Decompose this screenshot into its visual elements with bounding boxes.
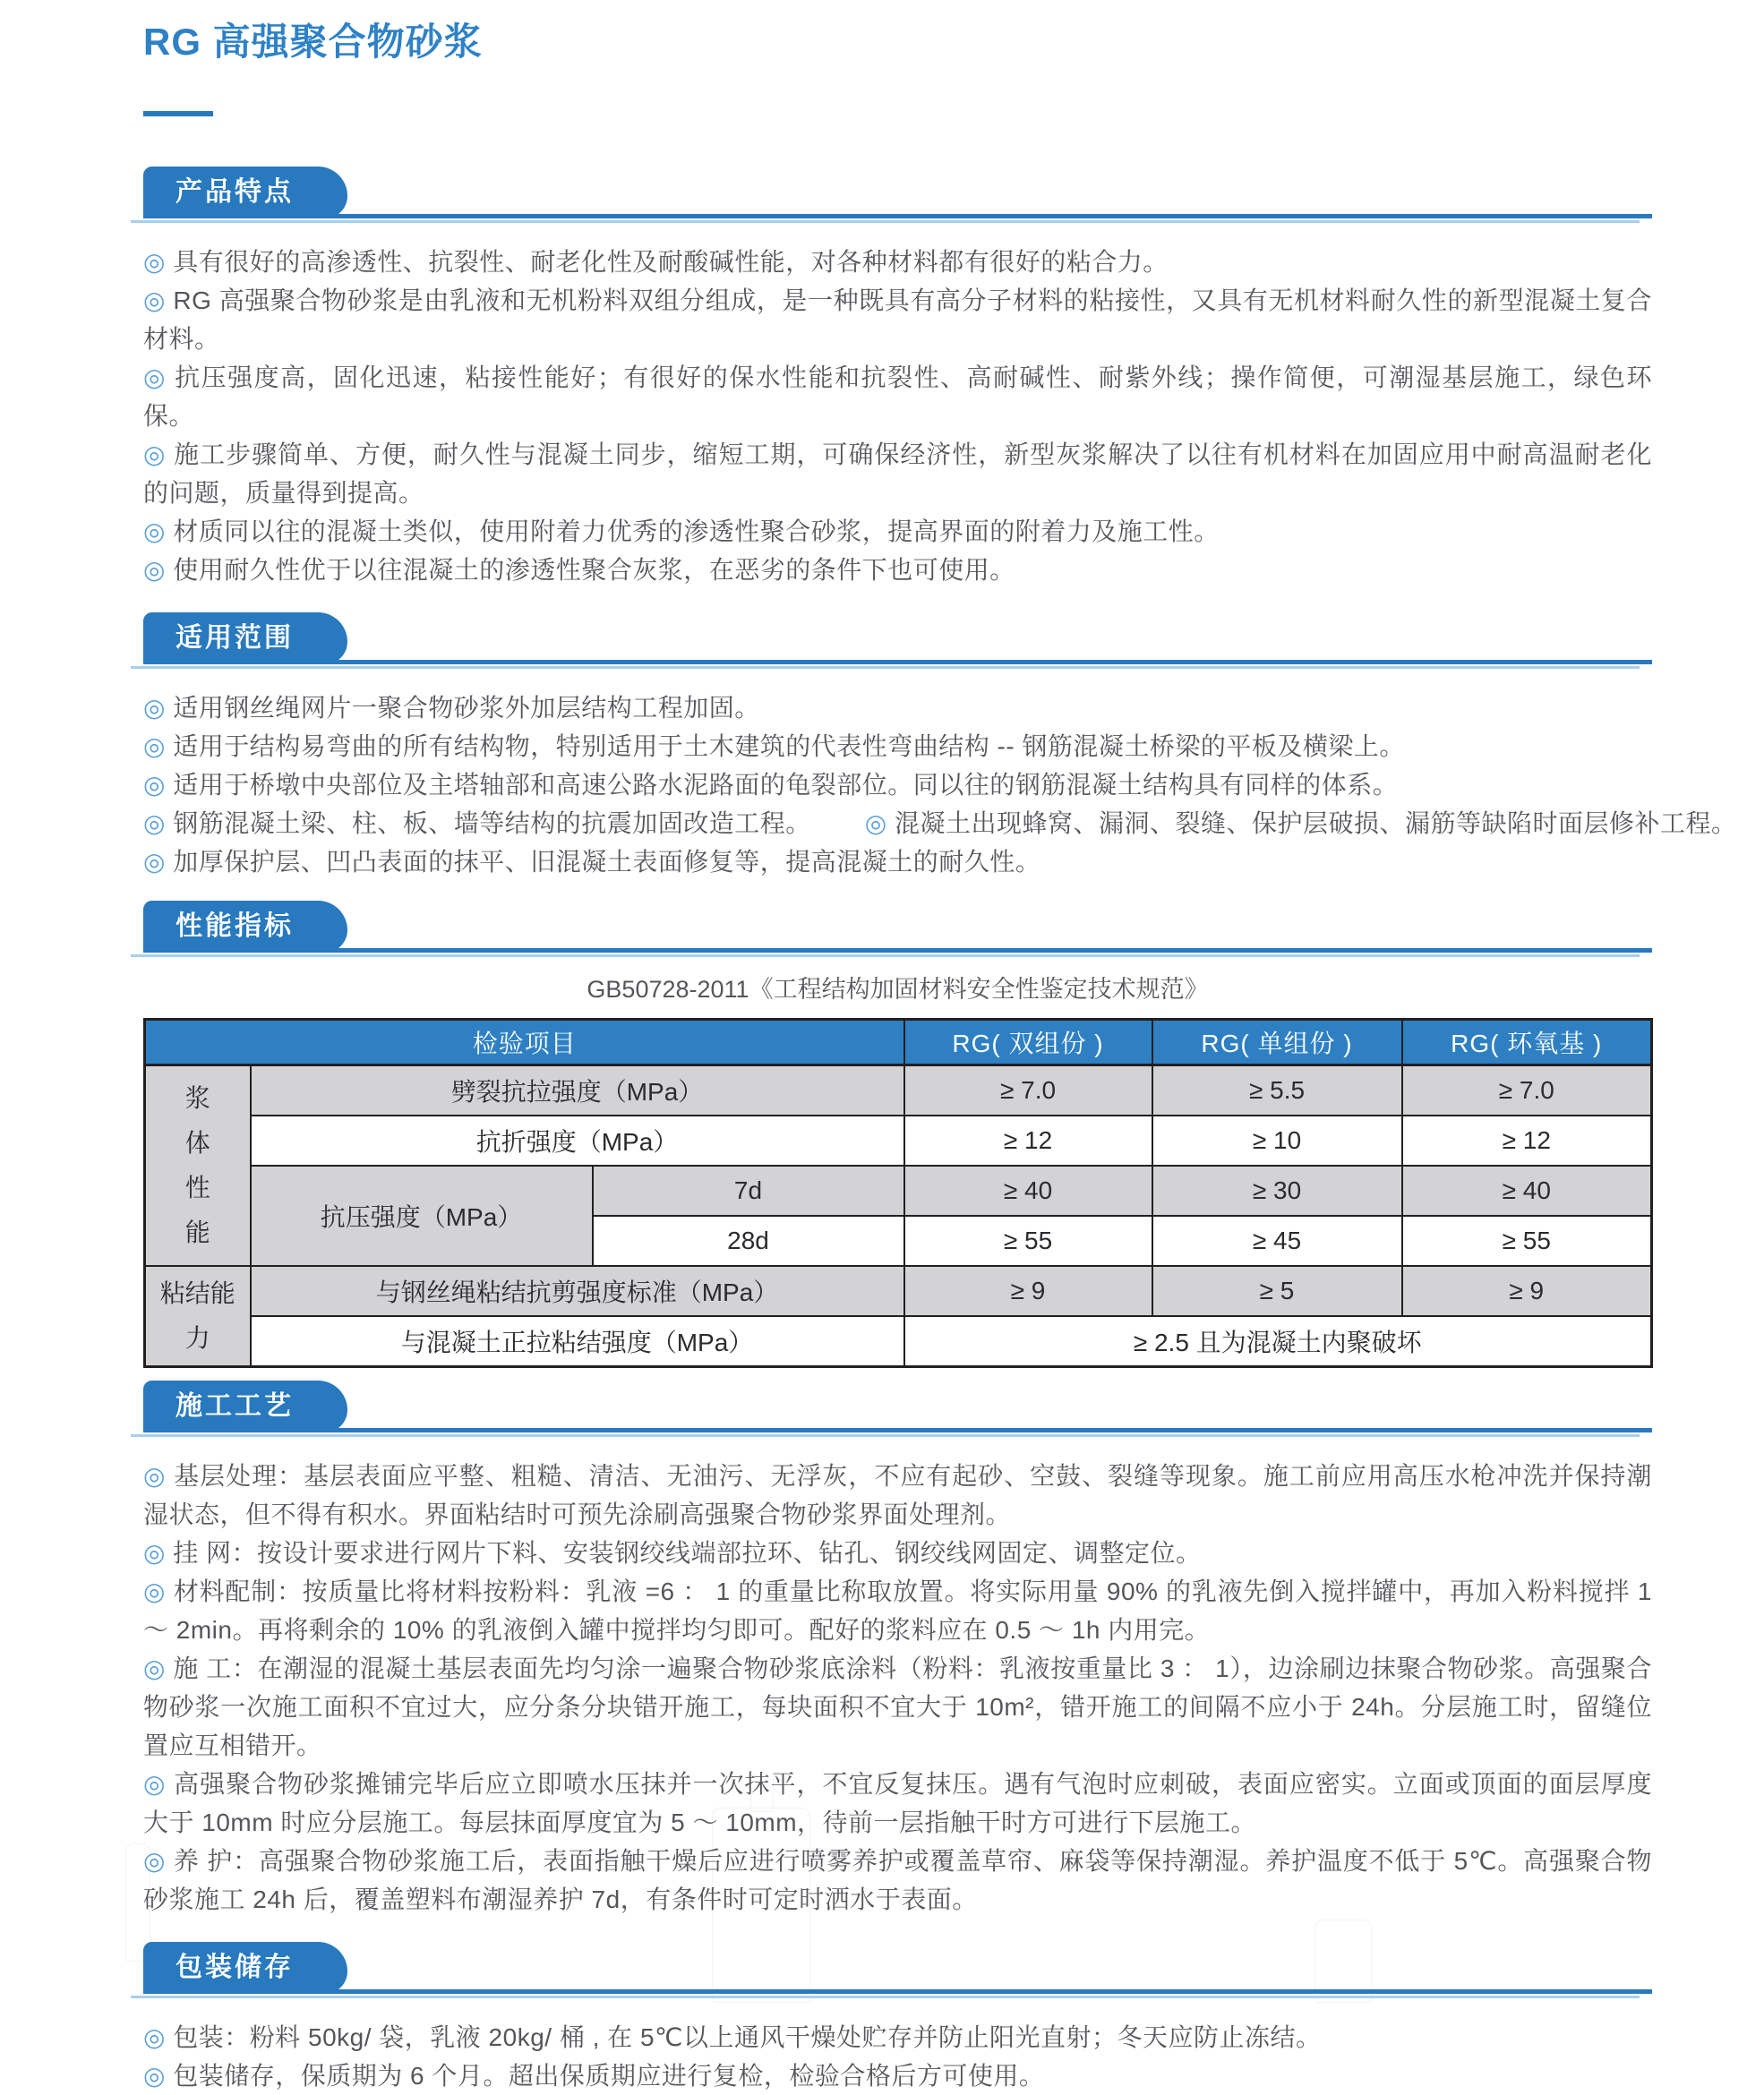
bullet-text: 加厚保护层、凹凸表面的抹平、旧混凝土表面修复等，提高混凝土的耐久性。 [165,848,1041,876]
bullet-text: 包装储存，保质期为 6 个月。超出保质期应进行复检，检验合格后方可使用。 [165,2062,1045,2090]
bullet-text: 材料配制：按质量比将材料按粉料：乳液 =6 ： 1 的重量比称取放置。将实际用量 90% 的乳液先倒入搅拌罐中，再加入粉料搅拌 1 ～ 2min。再将剩余的 10% 的乳液倒入罐中搅拌均匀即可。配好的浆料应在 0.5 ～ 1h 内用完。 [143,1578,1652,1644]
bullet-item [143,281,1652,358]
bullet-icon: ◎ [143,440,167,468]
bullet-item [143,1649,1652,1765]
table-item-cell: 28d [593,1216,904,1266]
table-header-cell: RG( 环氧基 ) [1402,1020,1652,1065]
bullet-text: 挂 网：按设计要求进行网片下料、安装钢绞线端部拉环、钻孔、钢绞线网固定、调整定位。 [165,1539,1202,1567]
bullet-text: 混凝土出现蜂窝、漏洞、裂缝、保护层破损、漏筋等缺陷时面层修补工程。 [886,809,1737,837]
table-row [145,1266,1652,1316]
bullet-item [143,804,811,842]
section-header [143,167,1652,223]
section-heading-badge: 施工工艺 [143,1381,347,1432]
bullet-icon: ◎ [143,1770,167,1798]
bullet-item [143,1572,1652,1649]
bullet-item [143,727,1652,765]
table-item-cell: 与混凝土正拉粘结强度（MPa） [251,1316,904,1367]
scope-list-pair [143,804,1737,842]
bullet-icon: ◎ [143,809,166,837]
bullet-item [143,512,1652,551]
title-underline [143,111,213,116]
table-item-cell: 劈裂抗拉强度（MPa） [251,1065,904,1116]
section-rule [143,660,1652,664]
scope-list-top [143,688,1652,804]
section-rule [143,948,1652,953]
bullet-text: 包装：粉料 50kg/ 袋，乳液 20kg/ 桶 , 在 5℃以上通风干燥处贮存并防止阳光直射；冬天应防止冻结。 [165,2023,1322,2051]
table-group-label: 浆 体 性 能 [145,1065,251,1267]
section-process [143,1381,1652,1919]
table-row [145,1316,1652,1367]
scope-list [143,688,1737,881]
bullet-item [865,804,1737,842]
table-value-cell: ≥ 9 [904,1266,1152,1316]
table-value-cell: ≥ 30 [1152,1166,1402,1216]
section-performance [143,901,1652,1368]
section-rule [143,1989,1652,1994]
table-header-cell: 检验项目 [145,1020,904,1065]
bullet-icon: ◎ [143,556,166,584]
table-caption: GB50728-2011《工程结构加固材料安全性鉴定技术规范》 [587,976,1209,1003]
table-value-cell: ≥ 55 [904,1216,1152,1266]
section-header [143,612,1652,669]
bullet-icon: ◎ [143,286,167,314]
bullet-text: 抗压强度高，固化迅速，粘接性能好；有很好的保水性能和抗裂性、高耐碱性、耐紫外线；操作简便，可潮湿基层施工，绿色环保。 [143,363,1652,430]
table-value-cell: ≥ 7.0 [1402,1065,1652,1116]
table-value-cell: ≥ 9 [1402,1266,1652,1316]
section-header [143,901,1652,957]
table-row [145,1166,1652,1216]
section-header [143,1942,1652,1998]
section-header [143,1381,1652,1437]
table-row [145,1116,1652,1166]
document-page [0,13,1764,2095]
table-row [145,1065,1652,1116]
section-rule [143,1428,1652,1432]
section-rule-light [131,220,1640,223]
table-value-cell: ≥ 5.5 [1152,1065,1402,1116]
bullet-text: 钢筋混凝土梁、柱、板、墙等结构的抗震加固改造工程。 [165,809,811,837]
process-list [143,1457,1652,1919]
bullet-item [143,1534,1652,1572]
packaging-list [143,2018,1652,2095]
bullet-icon: ◎ [143,771,166,799]
bullet-icon: ◎ [143,363,167,391]
bullet-text: 使用耐久性优于以往混凝土的渗透性聚合灰浆，在恶劣的条件下也可使用。 [165,556,1015,584]
section-rule-light [131,1996,1640,1998]
bullet-item [143,2057,1652,2095]
section-rule [143,214,1652,218]
bullet-icon: ◎ [143,1462,167,1490]
section-heading-badge: 性能指标 [143,901,347,953]
table-value-cell: ≥ 5 [1152,1266,1402,1316]
table-value-cell: ≥ 55 [1402,1216,1652,1266]
bullet-icon: ◎ [143,248,166,276]
bullet-item [143,1457,1652,1534]
section-scope [143,612,1737,881]
bullet-item [143,358,1652,435]
bullet-text: 施工步骤简单、方便，耐久性与混凝土同步，缩短工期，可确保经济性，新型灰浆解决了以往有机材料在加固应用中耐高温耐老化的问题，质量得到提高。 [143,440,1652,507]
bullet-icon: ◎ [143,1539,166,1567]
bullet-text: 高强聚合物砂浆摊铺完毕后应立即喷水压抹并一次抹平，不宜反复抹压。遇有气泡时应刺破，表面应密实。立面或顶面的面层厚度大于 10mm 时应分层施工。每层抹面厚度宜为 5 ～ 10mm，待前一层指触干时方可进行下层施工。 [143,1770,1652,1836]
bullet-text: 基层处理：基层表面应平整、粗糙、清洁、无油污、无浮灰，不应有起砂、空鼓、裂缝等现象。施工前应用高压水枪冲洗并保持潮湿状态，但不得有积水。界面粘结时可预先涂刷高强聚合物砂浆界面处理剂。 [143,1462,1652,1528]
performance-table [143,1018,1653,1368]
table-value-cell: ≥ 12 [1402,1116,1652,1166]
table-header-cell: RG( 单组份 ) [1152,1020,1402,1065]
section-heading-badge: 产品特点 [143,167,347,218]
feature-list [143,243,1652,589]
bullet-icon: ◎ [143,517,166,545]
table-value-cell: ≥ 40 [1402,1166,1652,1216]
bullet-icon: ◎ [143,2023,166,2051]
bullet-icon: ◎ [143,694,166,722]
table-value-cell: ≥ 40 [904,1166,1152,1216]
table-value-cell: ≥ 10 [1152,1116,1402,1166]
page-title: RG 高强聚合物砂浆 [143,21,483,63]
table-header-row [145,1020,1652,1065]
section-rule-light [131,666,1640,669]
bullet-icon: ◎ [143,1847,167,1875]
bullet-text: 适用于结构易弯曲的所有结构物，特别适用于土木建筑的代表性弯曲结构 -- 钢筋混凝土桥梁的平板及横梁上。 [165,732,1405,760]
bullet-text: 材质同以往的混凝土类似，使用附着力优秀的渗透性聚合砂浆，提高界面的附着力及施工性。 [165,517,1220,545]
bullet-item [143,2018,1652,2057]
table-item-cell: 抗折强度（MPa） [251,1116,904,1166]
section-heading-badge: 适用范围 [143,612,347,664]
bullet-text: 施 工：在潮湿的混凝土基层表面先均匀涂一遍聚合物砂浆底涂料（粉料：乳液按重量比 3 ： 1），边涂刷边抹聚合物砂浆。高强聚合物砂浆一次施工面积不宜过大，应分条分块错开施工，每块面积不宜大于 10m²，错开施工的间隔不应小于 24h。分层施工时，留缝位置应互相错开。 [143,1655,1652,1759]
section-rule-light [131,954,1640,957]
bullet-item [143,765,1652,804]
table-value-cell: ≥ 45 [1152,1216,1402,1266]
bullet-item [143,688,1652,727]
table-item-cell: 抗压强度（MPa） [251,1166,593,1266]
table-item-cell: 与钢丝绳粘结抗剪强度标准（MPa） [251,1266,904,1316]
bullet-icon: ◎ [143,848,166,876]
bullet-text: 养 护：高强聚合物砂浆施工后，表面指触干燥后应进行喷雾养护或覆盖草帘、麻袋等保持潮湿。养护温度不低于 5℃。高强聚合物砂浆施工 24h 后，覆盖塑料布潮湿养护 7d，有条件时可定时洒水于表面。 [143,1847,1652,1913]
bullet-item [143,243,1652,281]
bullet-item [143,1842,1652,1919]
bullet-icon: ◎ [143,2062,166,2090]
bullet-item [143,1765,1652,1842]
bullet-icon: ◎ [143,1655,167,1682]
table-value-cell: ≥ 12 [904,1116,1152,1166]
section-features [143,167,1652,589]
bullet-item [143,842,1652,881]
table-value-cell: ≥ 7.0 [904,1065,1152,1116]
bullet-text: 适用于桥墩中央部位及主塔轴部和高速公路水泥路面的龟裂部位。同以往的钢筋混凝土结构具有同样的体系。 [165,771,1399,799]
bullet-text: 适用钢丝绳网片一聚合物砂浆外加层结构工程加固。 [165,694,760,722]
bullet-text: RG 高强聚合物砂浆是由乳液和无机粉料双组分组成，是一种既具有高分子材料的粘接性，又具有无机材料耐久性的新型混凝土复合材料。 [143,286,1652,353]
scope-list-bottom [143,842,1652,881]
performance-table-container [143,1018,1652,1368]
table-item-cell: 7d [593,1166,904,1216]
bullet-icon: ◎ [143,1578,167,1605]
section-heading-badge: 包装储存 [143,1942,347,1994]
table-header-cell: RG( 双组份 ) [904,1020,1152,1065]
bullet-text: 具有很好的高渗透性、抗裂性、耐老化性及耐酸碱性能，对各种材料都有很好的粘合力。 [165,248,1169,276]
bullet-icon: ◎ [864,809,887,837]
bullet-icon: ◎ [143,732,166,760]
table-group-label: 粘结能 力 [145,1266,251,1367]
bullet-item [143,435,1652,512]
section-packaging [143,1942,1652,2095]
section-rule-light [131,1434,1640,1437]
table-value-cell-merged: ≥ 2.5 且为混凝土内聚破坏 [904,1316,1652,1367]
bullet-item [143,551,1652,589]
